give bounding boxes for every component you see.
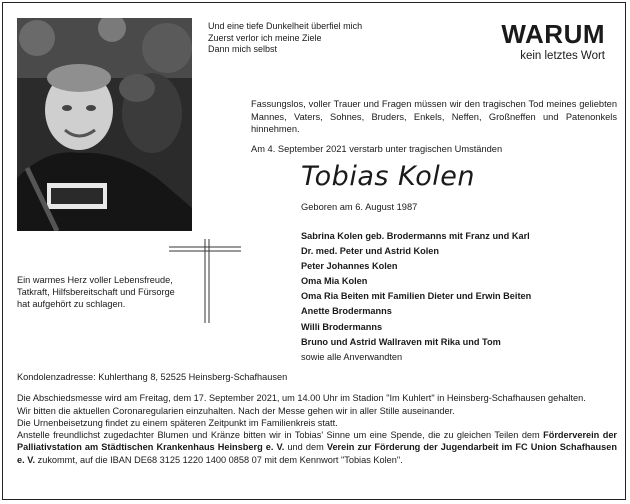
tribute-text [17, 275, 175, 310]
tribute-line: Tatkraft, Hilfsbereitschaft und Fürsorge [17, 286, 175, 297]
donation-info [17, 429, 617, 466]
cross-icon [165, 235, 245, 325]
poem-line: Zuerst verlor ich meine Ziele [208, 32, 322, 43]
mourner-name: Oma Ria Beiten mit Familien Dieter und Erwin Beiten [301, 291, 532, 302]
intro-text: Fassungslos, voller Trauer und Fragen müssen wir den tragischen Tod meines geliebten Mannes, Vaters, Sohnes, Bruders, Enkels, Neffen, Großneffen und Patenonkels hinnehmen. [251, 99, 617, 134]
donation-org-youth: Verein zur Förderung der Jugendarbeit im FC Union Schafhausen e. V. [17, 442, 617, 465]
mourner-name: Dr. med. Peter und Astrid Kolen [301, 246, 440, 257]
mourner-name: Sabrina Kolen geb. Brodermanns mit Franz und Karl [301, 231, 530, 241]
mourner-name: Oma Mia Kolen [301, 276, 368, 287]
poem [208, 21, 362, 56]
mourners-closing: sowie alle Anverwandten [301, 351, 403, 362]
donation-text: Anstelle freundlichst zugedachter Blumen und Kränze bitten wir in Tobias' Sinne um eine Spende, die zu gleichen Teilen dem [17, 430, 544, 441]
mourners-list [301, 229, 531, 365]
mourner-name: Bruno und Astrid Wallraven mit Rika und Tom [301, 336, 501, 347]
mourner-name: Anette Brodermanns [301, 306, 392, 317]
corona-rules: Wir bitten die aktuellen Coronaregularien einzuhalten. Nach der Messe gehen wir in aller Stille auseinander. [17, 405, 455, 416]
donation-text: und dem [284, 442, 327, 453]
condolence-address: Kondolenzadresse: Kuhlerthang 8, 52525 Heinsberg-Schafhausen [17, 372, 288, 382]
donation-text: zukommt, auf die IBAN DE68 3125 1220 1400 0858 07 mit dem Kennwort "Tobias Kolen". [35, 454, 403, 465]
footer-info [17, 371, 617, 466]
tribute-line: hat aufgehört zu schlagen. [17, 298, 126, 309]
donation-org-palliative: Förderverein der Palliativstation am Städtischen Krankenhaus Heinsberg e. V. [17, 430, 618, 453]
funeral-mass-info: Die Abschiedsmesse wird am Freitag, dem 17. September 2021, um 14.00 Uhr im Stadion "Im Kuhlert" in Heinsberg-Schafhausen gehalten. [17, 393, 586, 404]
urn-burial-info: Die Urnenbeisetzung findet zu einem späteren Zeitpunkt im Familienkreis statt. [17, 417, 338, 428]
deceased-name: Tobias Kolen [301, 161, 475, 192]
death-date-line: Am 4. September 2021 verstarb unter tragischen Umständen [251, 144, 503, 154]
poem-line: Und eine tiefe Dunkelheit überfiel mich [208, 21, 363, 31]
obituary-notice [2, 2, 626, 500]
portrait-photo [17, 18, 192, 231]
poem-line: Dann mich selbst [208, 44, 278, 54]
tribute-line: Ein warmes Herz voller Lebensfreude, [17, 275, 173, 285]
heading-block [501, 19, 605, 63]
mourner-name: Willi Brodermanns [301, 321, 383, 332]
mourner-name: Peter Johannes Kolen [301, 261, 398, 272]
heading-title: WARUM [501, 19, 605, 49]
birth-date: Geboren am 6. August 1987 [301, 202, 418, 212]
heading-subtitle: kein letztes Wort [520, 50, 605, 62]
portrait-photo-graphic [17, 18, 192, 231]
